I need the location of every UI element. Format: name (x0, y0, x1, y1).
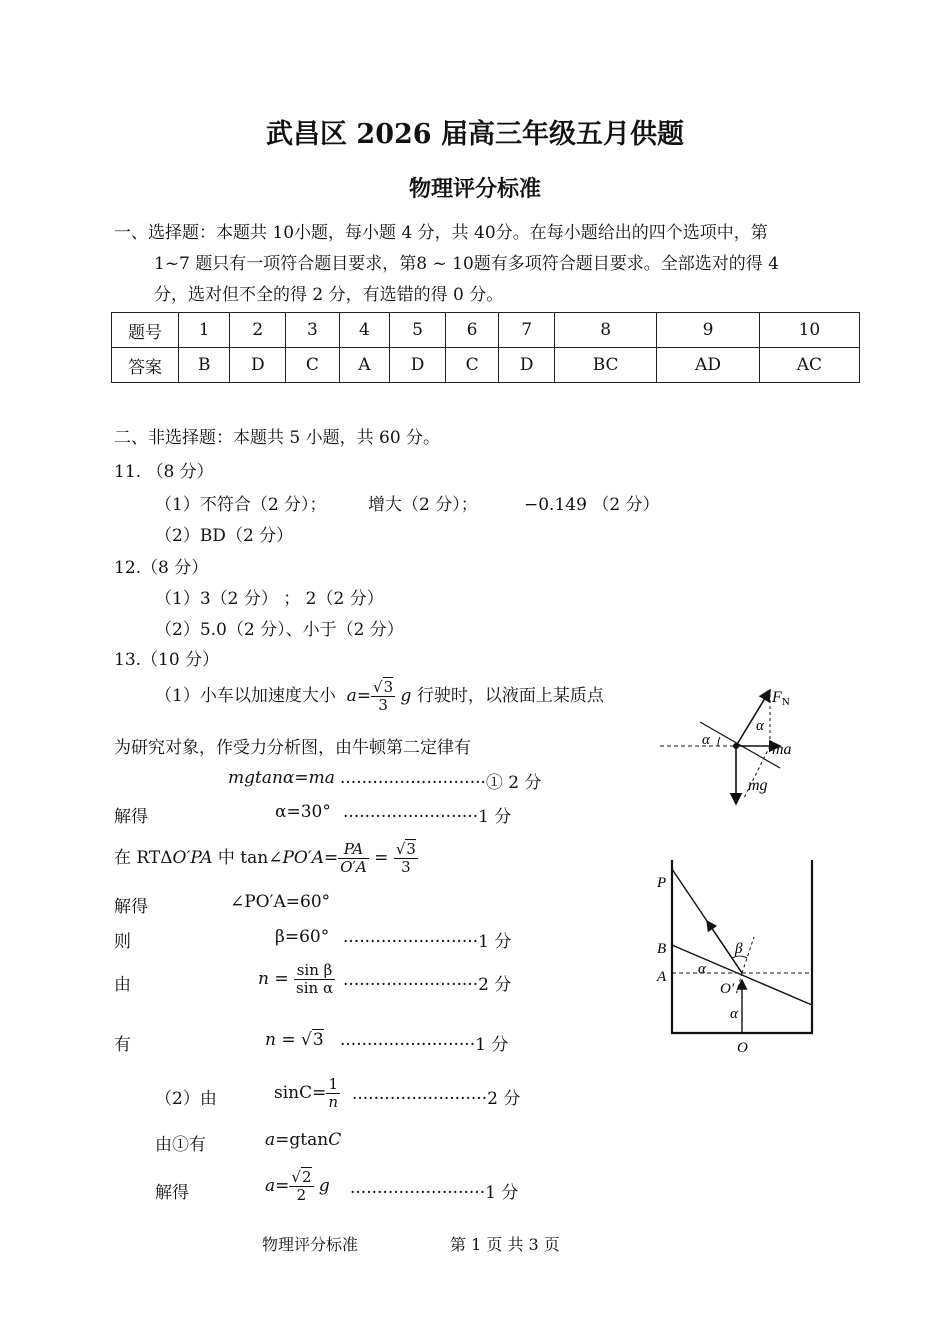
q11-label: 11. （8 分） (114, 462, 214, 482)
q13-from1-label: 由①有 (155, 1135, 206, 1155)
q13-solve1-label: 解得 (114, 807, 148, 827)
label-mg: mg (748, 777, 768, 794)
q13-label: 13.（10 分） (114, 650, 220, 670)
footer-page: 第 1 页 共 3 页 (450, 1235, 560, 1254)
q13-n-result: n = √3 (265, 1030, 324, 1050)
q13-a-gtan: a=gtanC (265, 1130, 342, 1150)
q11-part1b: 增大（2 分）； (368, 495, 478, 515)
label-alpha-bottom: α (730, 1006, 738, 1022)
q13-part1-line: （1）小车以加速度大小 a= $\frac{√3}{3}$ g 行驶时，以液面上某质点 (155, 678, 604, 714)
label-alpha-top: α (756, 718, 764, 734)
label-P: P (657, 875, 667, 891)
q13-a-score: ·························1 分 (350, 1183, 519, 1203)
table-cell: C (286, 348, 339, 383)
table-cell: AC (759, 348, 859, 383)
table-cell: 5 (390, 313, 446, 348)
label-A: A (657, 969, 667, 985)
refraction-diagram (650, 855, 830, 1055)
table-cell: 3 (286, 313, 339, 348)
section1-instructions (114, 218, 844, 311)
table-row-answers (112, 348, 860, 383)
q13-have-label: 有 (114, 1035, 131, 1055)
fraction-sqrt3-over-3-b: $\frac{√3}{3}$ (395, 840, 416, 876)
particle-dot (733, 743, 739, 749)
table-cell: D (499, 348, 555, 383)
table-cell: AD (657, 348, 760, 383)
table-cell: B (179, 348, 230, 383)
table-cell: D (390, 348, 446, 383)
q13-a-equation: a= $\frac{√2}{2}$ g (265, 1168, 330, 1204)
section1-line1: 一、选择题：本题共 10小题，每小题 4 分，共 40分。在每小题给出的四个选项中，第 (114, 223, 768, 243)
q11-part1: （1）不符合（2 分）； (155, 495, 327, 515)
q13-sinC-score: ·························2 分 (352, 1089, 521, 1109)
q13-eq1: mgtanα=ma (228, 768, 335, 788)
q13-n-score: ·························2 分 (343, 975, 512, 995)
q13-solve2: ∠PO′A=60° (230, 892, 331, 912)
fraction-sqrt2-over-2: $\frac{√2}{2}$ (291, 1168, 312, 1204)
q13-eq1-score: ···························① 2 分 (340, 773, 542, 793)
q13-by-label: 由 (114, 975, 131, 995)
q13-solve3-label: 解得 (155, 1183, 189, 1203)
q13-sinC-equation: sinC= $\frac{1}{n}$ (274, 1075, 339, 1111)
table-cell: 6 (445, 313, 498, 348)
q13-line2: 为研究对象，作受力分析图，由牛顿第二定律有 (114, 738, 471, 758)
q13-part1-pre: （1）小车以加速度大小 (155, 686, 336, 706)
table-row-numbers (112, 313, 860, 348)
label-alpha-left: α (702, 732, 710, 748)
label-O: O (737, 1040, 748, 1055)
label-B: B (657, 941, 667, 957)
fraction-1-over-n: $\frac{1}{n}$ (328, 1075, 339, 1111)
section1-line2: 1~7 题只有一项符合题目要求，第8 ~ 10题有多项符合题目要求。全部选对的得 4 (154, 254, 779, 274)
label-alpha-surface: α (698, 961, 706, 977)
normal-force-arrow (736, 690, 770, 746)
label-ma: ma (772, 741, 792, 758)
label-O-prime: O′ (720, 981, 735, 997)
q13-n-result-score: ·························1 分 (340, 1035, 509, 1055)
section1-line3: 分，选对但不全的得 2 分，有选错的得 0 分。 (154, 285, 504, 305)
q13-beta-score: ·························1 分 (343, 932, 512, 952)
fraction-sqrt3-over-3: $\frac{√3}{3}$ (373, 678, 394, 714)
answer-table (111, 312, 860, 383)
table-cell: 1 (179, 313, 230, 348)
fraction-sin-beta-over-sin-alpha: $\frac{\text{sin β}}{\text{sin α}}$ (296, 961, 334, 997)
force-diagram (660, 680, 810, 810)
liquid-surface-line (700, 722, 780, 768)
q11-part1c: −0.149 （2 分） (524, 495, 660, 515)
table-cell: 4 (339, 313, 390, 348)
table-cell: 10 (759, 313, 859, 348)
table-cell: 8 (555, 313, 657, 348)
table-cell: 9 (657, 313, 760, 348)
label-beta: β (735, 941, 743, 957)
table-header-answer: 答案 (112, 348, 179, 383)
table-cell: BC (555, 348, 657, 383)
page-title: 武昌区 2026 届高三年级五月供题 (266, 119, 684, 150)
normal-line (742, 937, 754, 973)
q13-solve1-score: ·························1 分 (343, 807, 512, 827)
q13-n-equation: n = $\frac{\text{sin β}}{\text{sin α}}$ (258, 961, 334, 997)
q13-solve2-label: 解得 (114, 897, 148, 917)
label-FN: FN (772, 689, 790, 708)
table-cell: 7 (499, 313, 555, 348)
table-cell: C (445, 348, 498, 383)
q12-part2: （2）5.0（2 分）、小于（2 分） (155, 620, 404, 640)
q13-part1-post: 行驶时，以液面上某质点 (416, 686, 604, 706)
page-subtitle: 物理评分标准 (408, 176, 541, 202)
q12-part1: （1）3（2 分） ； 2（2 分） (155, 589, 384, 609)
footer-left: 物理评分标准 (262, 1235, 359, 1254)
q12-label: 12.（8 分） (114, 558, 209, 578)
q13-rt-line: 在 RTΔO′PA 中 tan∠PO′A= $\frac{PA}{O'A}$ = $\frac{√3}{3}$ (114, 840, 416, 876)
q11-part2: （2）BD（2 分） (155, 526, 294, 546)
table-header-number: 题号 (112, 313, 179, 348)
q13-solve1: α=30° (275, 802, 331, 822)
section2-heading: 二、非选择题：本题共 5 小题，共 60 分。 (114, 428, 441, 448)
table-cell: A (339, 348, 390, 383)
q13-beta: β=60° (275, 927, 330, 947)
table-cell: 2 (230, 313, 286, 348)
table-cell: D (230, 348, 286, 383)
q13-part2-label: （2）由 (155, 1089, 217, 1109)
q13-then-label: 则 (114, 932, 131, 952)
fraction-pa-over-oa: $\frac{PA}{O'A}$ (340, 840, 367, 876)
